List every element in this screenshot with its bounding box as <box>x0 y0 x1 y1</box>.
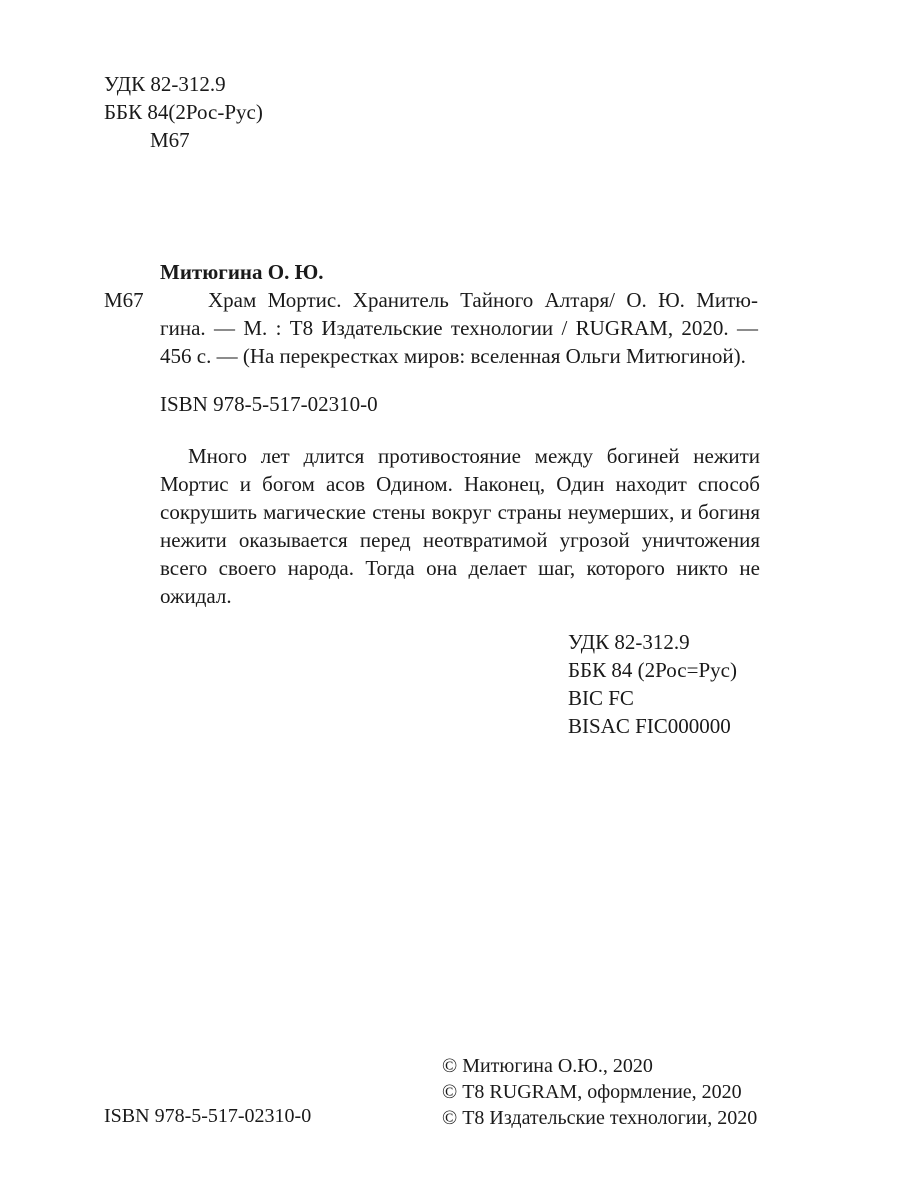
bic-code: BIC FC <box>568 686 634 710</box>
annotation-text: Много лет длится противостояние между богиней нежити Мортис и богом асов Одином. Наконец, Один находит способ сокрушить магические стены вокруг страны неумерших, и богиня нежити оказывается перед неотвратимой угрозой уничтожения всего своего народа. Тогда она делает шаг, которого никто не ожидал. <box>160 444 760 608</box>
bibliographic-description <box>160 286 758 370</box>
bisac-code: BISAC FIC000000 <box>568 714 731 738</box>
annotation <box>160 442 760 610</box>
bbk-code: ББК 84 (2Рос=Рус) <box>568 658 737 682</box>
copyright-block <box>442 1053 757 1131</box>
copyright-line: © Т8 Издательские технологии, 2020 <box>442 1107 758 1129</box>
udk-code: УДК 82-312.9 <box>568 630 690 654</box>
top-classification-block <box>104 70 263 154</box>
bbk-code: ББК 84(2Рос-Рус) <box>104 100 263 124</box>
author-mark: М67 <box>150 128 190 152</box>
copyright-line: © Т8 RUGRAM, оформление, 2020 <box>442 1081 742 1103</box>
catalog-author-mark: М67 <box>104 288 144 312</box>
classification-codes <box>568 628 737 740</box>
biblio-line: Храм Мортис. Хранитель Тайного Алтаря/ О. Ю. Митю- <box>208 288 758 312</box>
author-heading: Митюгина О. Ю. <box>160 260 324 284</box>
isbn: ISBN 978-5-517-02310-0 <box>160 392 378 416</box>
biblio-line: гина. — М. : Т8 Издательские технологии / RUGRAM, 2020. — <box>160 316 758 340</box>
copyright-line: © Митюгина О.Ю., 2020 <box>442 1055 653 1077</box>
udk-code: УДК 82-312.9 <box>104 72 226 96</box>
footer-isbn: ISBN 978-5-517-02310-0 <box>104 1105 312 1127</box>
biblio-line: 456 с. — (На перекрестках миров: вселенная Ольги Митюгиной). <box>160 344 746 368</box>
